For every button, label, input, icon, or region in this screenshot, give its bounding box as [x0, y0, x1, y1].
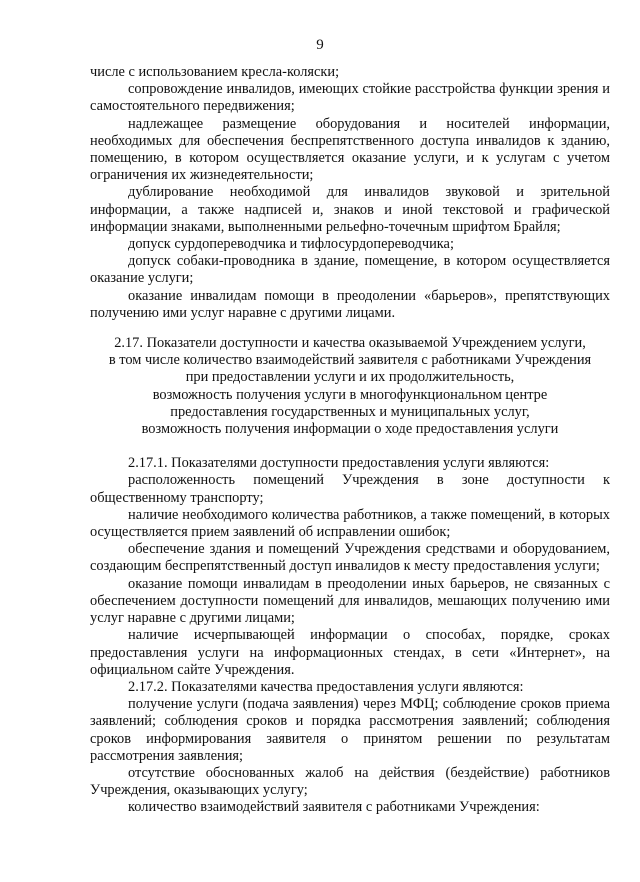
paragraph: допуск сурдопереводчика и тифлосурдопереводчика; [128, 236, 454, 253]
section-heading-line: при предоставлении услуги и их продолжительность, [185, 369, 515, 386]
paragraph: оказание помощи инвалидам в преодолении иных барьеров, не связанных с обеспечением доступности помещений для инвалидов, мешающих получению ими услуг наравне с другими лицами; [90, 575, 610, 627]
document-body [90, 64, 610, 817]
paragraph: количество взаимодействий заявителя с работниками Учреждения: [128, 799, 540, 816]
section-heading-line: возможность получения услуги в многофункциональном центре [152, 386, 548, 403]
paragraph: расположенность помещений Учреждения в зоне доступности к общественному транспорту; [90, 472, 610, 506]
paragraph: числе с использованием кресла-коляски; [90, 64, 340, 80]
section-heading-line: 2.17. Показатели доступности и качества оказываемой Учреждением услуги, [114, 335, 586, 352]
section-heading [90, 335, 610, 438]
paragraph: отсутствие обоснованных жалоб на действия (бездействие) работников Учреждения, оказывающих услугу; [90, 764, 610, 799]
paragraph: допуск собаки-проводника в здание, помещение, в котором осуществляется оказание услуги; [90, 253, 610, 287]
subsection-heading: 2.17.1. Показателями доступности предоставления услуги являются: [128, 455, 550, 472]
subsection-heading: 2.17.2. Показателями качества предоставления услуги являются: [128, 678, 524, 695]
paragraph: обеспечение здания и помещений Учреждения средствами и оборудованием, создающим беспрепятственный доступ инвалидов к месту предоставления услуги; [90, 541, 610, 575]
section-heading-line: предоставления государственных и муниципальных услуг, [170, 403, 530, 420]
paragraph: получение услуги (подача заявления) через МФЦ; соблюдение сроков приема заявлений; соблюдения сроков и порядка рассмотрения заявлений; соблюдения сроков информирования заявителя о принятом решении по результатам рассмотрения заявления; [90, 696, 610, 764]
paragraph: наличие необходимого количества работников, а также помещений, в которых осуществляется прием заявлений об исправлении ошибок; [90, 506, 610, 541]
paragraph: сопровождение инвалидов, имеющих стойкие расстройства функции зрения и самостоятельного передвижения; [90, 81, 610, 115]
paragraph: оказание инвалидам помощи в преодолении «барьеров», препятствующих получению ими услуг наравне с другими лицами. [90, 287, 610, 321]
section-heading-line: в том числе количество взаимодействий заявителя с работниками Учреждения [108, 352, 592, 369]
paragraph: дублирование необходимой для инвалидов звуковой и зрительной информации, а также надписей и, знаков и иной текстовой и графической информации знаками, выполненными рельефно-точечным шрифтом Брайля; [90, 184, 610, 235]
page-number: 9 [316, 37, 324, 53]
paragraph: надлежащее размещение оборудования и носителей информации, необходимых для обеспечения беспрепятственного доступа инвалидов к зданию, помещению, в котором осуществляется оказание услуги, и к услугам с учетом ограничения их жизнедеятельности; [90, 115, 610, 184]
paragraph: наличие исчерпывающей информации о способах, порядке, сроках предоставления услуги на информационных стендах, в сети «Интернет», на официальном сайте Учреждения. [90, 627, 610, 678]
section-heading-line: возможность получения информации о ходе предоставления услуги [141, 421, 559, 438]
